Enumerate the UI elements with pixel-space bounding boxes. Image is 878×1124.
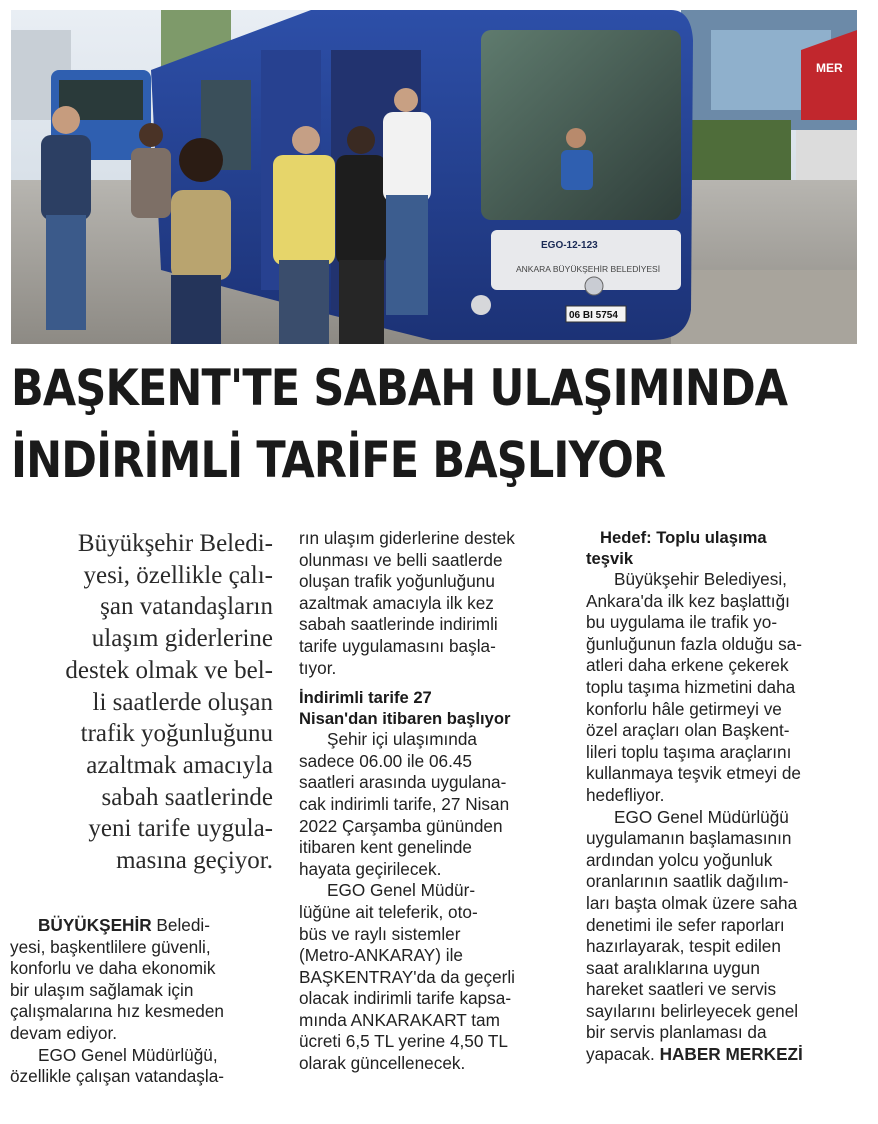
body-line: 2022 Çarşamba gününden [299,815,503,836]
body-line: özel araçları olan Başkent- [586,720,790,741]
body-line: büs ve raylı sistemler [299,923,461,944]
body-line: hareket saatleri ve servis [586,979,777,1000]
subheading-line: teşvik [586,548,634,568]
body-line: saat aralıklarına uygun [586,957,760,978]
body-line: itibaren kent genelinde [299,837,472,858]
body-line: tıyor. [299,657,337,678]
body-line: olacak indirimli tarife kapsa- [299,988,512,1009]
body-line: hazırlayarak, tespit edilen [586,936,781,957]
article-headline [11,352,788,496]
plate-label: 06 BI 5754 [569,310,618,321]
body-line-end: yapacak. [586,1044,655,1065]
body-line: hayata geçirilecek. [299,858,442,879]
body-line: mında ANKARAKART tam [299,1009,500,1030]
body-line: lileri toplu taşıma araçlarını [586,741,792,762]
body-line: Ankara'da ilk kez başlattığı [586,590,790,611]
body-line: denetimi ile sefer raporları [586,914,785,935]
lead-line: destek olmak ve bel- [65,656,273,684]
body-line: olunması ve belli saatlerde [299,549,503,570]
subheading-line: Hedef: Toplu ulaşıma [600,528,767,547]
body-line: sadece 06.00 ile 06.45 [299,750,472,771]
body-line [586,1044,851,1066]
body-line: oranlarının saatlik dağılım- [586,871,789,892]
body-line: konforlu ve daha ekonomik [10,958,216,979]
body-line: azaltmak amacıyla ilk kez [299,592,494,613]
subheading-line: İndirimli tarife 27 [299,688,432,708]
body-line: EGO Genel Müdürlüğü, [38,1044,218,1065]
body-line: çalışmalarına hız kesmeden [10,1001,224,1022]
body-line: rın ulaşım giderlerine destek [299,528,515,548]
body-column-3 [586,528,851,1066]
body-line: yesi, başkentlilere güvenli, [10,936,211,957]
body-line: olarak güncellenecek. [299,1053,466,1074]
body-line: Büyükşehir Belediyesi, [614,569,787,589]
subheading [586,528,851,569]
lead-line: Büyükşehir Beledi- [77,530,273,557]
bus-photo-illustration [11,10,857,344]
body-line: ğunluğunun fazla olduğu sa- [586,633,802,654]
kicker: BÜYÜKŞEHİR [38,915,152,935]
body-line: ları başta olmak üzere saha [586,892,798,913]
body-line: Şehir içi ulaşımında [327,729,477,750]
body-line: ardından yolcu yoğunluk [586,849,773,870]
body-column-2 [299,528,561,1075]
mercedes-logo-icon [585,277,603,295]
body-line: BAŞKENTRAY'da da geçerli [299,966,515,987]
body-line: Beledi- [151,915,210,935]
lead-line: azaltmak amacıyla [86,751,273,779]
body-line: bir servis planlaması da [586,1022,767,1043]
body-line: toplu taşıma hizmetini daha [586,676,796,697]
body-line: lüğüne ait teleferik, oto- [299,901,478,922]
body-line: cak indirimli tarife, 27 Nisan [299,793,510,814]
lead-line: li saatlerde oluşan [92,688,273,716]
body-line: EGO Genel Müdür- [327,880,476,901]
bus-photo [11,10,857,344]
bus-side-label: ANKARA BÜYÜKŞEHİR BELEDİYESİ [516,264,661,274]
lead-line: sabah saatlerinde [101,783,273,811]
body-line: (Metro-ANKARAY) ile [299,945,463,966]
lead-line: ulaşım giderlerine [91,625,273,653]
subheading [299,688,561,729]
body-line: bu uygulama ile trafik yo- [586,612,778,633]
headline-line-2: İNDİRİMLİ TARİFE BAŞLIYOR [11,431,666,489]
subheading-line: Nisan'dan itibaren başlıyor [299,708,511,728]
lead-line: masına geçiyor. [116,847,273,875]
body-line: ücreti 6,5 TL yerine 4,50 TL [299,1031,508,1052]
shop-sign: MER [816,61,843,75]
lead-line: şan vatandaşların [100,593,273,621]
byline: HABER MERKEZİ [659,1044,803,1065]
body-paragraph [10,915,272,937]
body-column-1 [10,915,272,1088]
body-line: EGO Genel Müdürlüğü [614,806,789,827]
body-line: özellikle çalışan vatandaşla- [10,1066,225,1087]
body-line: sabah saatlerinde indirimli [299,614,498,635]
body-line: devam ediyor. [10,1022,118,1043]
body-line: oluşan trafik yoğunluğunu [299,571,495,592]
lead-paragraph [8,528,273,877]
body-line: sayılarını belirleyecek genel [586,1000,799,1021]
lead-line: yesi, özellikle çalı- [83,561,273,589]
body-line: hedefliyor. [586,784,665,805]
body-line: atleri daha erkene çekerek [586,655,789,676]
bus-id-label: EGO-12-123 [541,240,598,251]
lead-line: trafik yoğunluğunu [80,720,273,748]
body-line: saatleri arasında uygulana- [299,772,507,793]
body-line: bir ulaşım sağlamak için [10,979,194,1000]
lead-line: yeni tarife uygula- [88,815,273,843]
body-line: tarife uygulamasını başla- [299,635,496,656]
body-line: uygulamanın başlamasının [586,828,792,849]
body-line: kullanmaya teşvik etmeyi de [586,763,801,784]
body-line: konforlu hâle getirmeyi ve [586,698,782,719]
headline-line-1: BAŞKENT'TE SABAH ULAŞIMINDA [11,359,788,417]
